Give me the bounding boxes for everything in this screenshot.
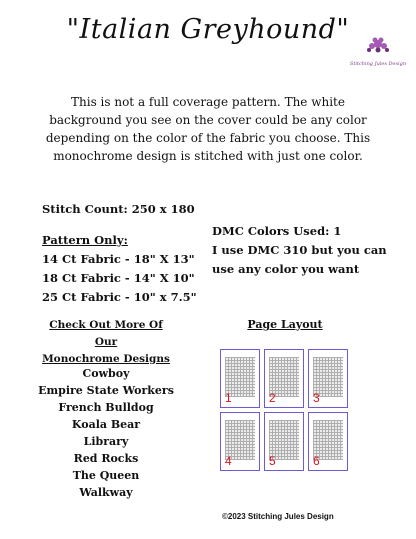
page-thumbnail (308, 349, 348, 408)
page-number: 6 (313, 454, 320, 468)
brand-logo (348, 36, 408, 67)
list-item: Cowboy (82, 367, 130, 380)
page-number: 5 (269, 454, 276, 468)
dmc-line: I use DMC 310 but you can (212, 243, 387, 257)
page-layout-heading: Page Layout (247, 318, 323, 331)
dmc-line: use any color you want (212, 262, 360, 276)
dmc-line: DMC Colors Used: 1 (212, 224, 342, 238)
page-number: 1 (225, 391, 232, 405)
more-designs-heading-line: Monochrome Designs (42, 353, 170, 365)
list-item: Walkway (79, 486, 133, 499)
page-thumbnail (220, 349, 260, 408)
designs-list (38, 365, 174, 501)
pattern-only-section (42, 233, 197, 307)
list-item: Library (83, 435, 129, 448)
fabric-size-line: 25 Ct Fabric - 10" x 7.5" (42, 290, 197, 304)
fabric-size-line: 14 Ct Fabric - 18" X 13" (42, 252, 195, 266)
page-thumbnail (220, 412, 260, 471)
page-title: "Italian Greyhound" (66, 14, 350, 45)
page-number: 4 (225, 454, 232, 468)
list-item: Empire State Workers (38, 384, 174, 397)
list-item: Koala Bear (71, 418, 141, 431)
list-item: French Bulldog (58, 401, 154, 414)
logo-text: Stitching Jules Design (349, 61, 407, 67)
copyright-text: ©2023 Stitching Jules Design (222, 512, 334, 521)
page-number: 3 (313, 391, 320, 405)
page-thumbnail (264, 349, 304, 408)
page-number: 2 (269, 391, 276, 405)
intro-paragraph: This is not a full coverage pattern. The white background you see on the cover could be any color depending on the color of the fabric you choose. This monochrome design is stitched with just one color. (45, 95, 371, 163)
flower-logo-icon (361, 36, 395, 56)
list-item: The Queen (72, 469, 140, 482)
list-item: Red Rocks (73, 452, 139, 465)
page-thumbnail (308, 412, 348, 471)
more-designs-heading-line: Check Out More Of Our (49, 319, 163, 348)
fabric-size-line: 18 Ct Fabric - 14" X 10" (42, 271, 195, 285)
dmc-colors-section (212, 222, 412, 279)
page-thumbnail (264, 412, 304, 471)
more-designs-heading (38, 317, 174, 368)
stitch-count: Stitch Count: 250 x 180 (42, 202, 195, 216)
pattern-only-heading: Pattern Only: (42, 233, 128, 247)
